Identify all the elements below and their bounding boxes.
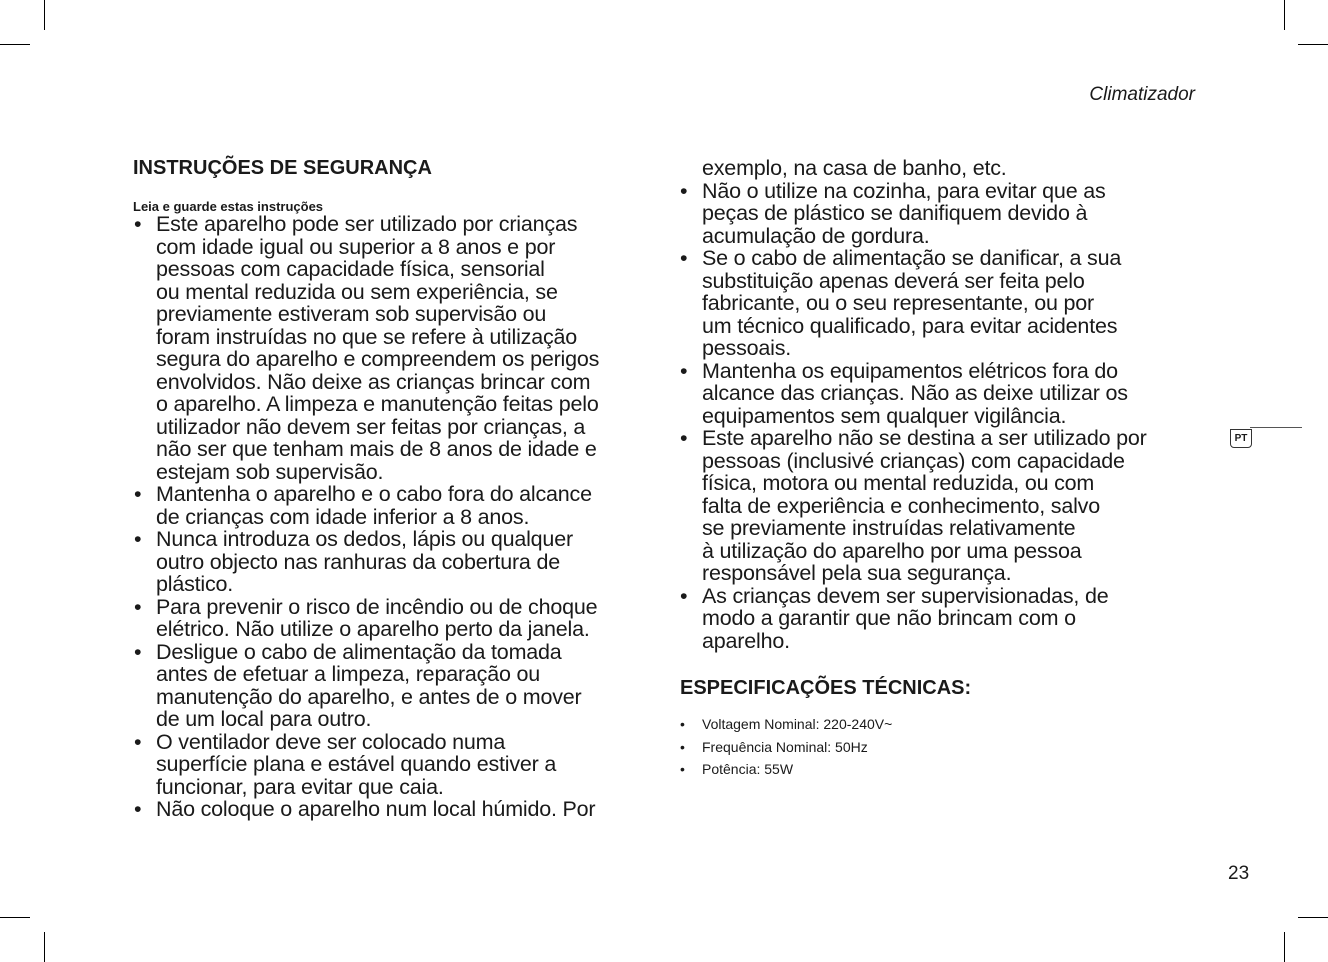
- safety-subheading: Leia e guarde estas instruções: [133, 199, 324, 214]
- text-line: manutenção do aparelho, e antes de o mover: [156, 684, 582, 709]
- specs-heading: ESPECIFICAÇÕES TÉCNICAS:: [680, 677, 972, 699]
- text-line: o aparelho. A limpeza e manutenção feitas pelo: [156, 392, 599, 416]
- text-line: aparelho.: [702, 628, 790, 653]
- text-line: foram instruídas no que se refere à utilização: [156, 324, 578, 349]
- text-line: Não o utilize na cozinha, para evitar que as: [702, 178, 1106, 203]
- bullet: •: [680, 426, 688, 450]
- text-line: Se o cabo de alimentação se danificar, a sua: [702, 246, 1122, 270]
- crop-mark: [0, 917, 30, 918]
- text-line: física, motora ou mental reduzida, ou com: [702, 471, 1095, 495]
- list-item: [134, 483, 599, 528]
- list-item: [680, 247, 1147, 360]
- list-item: [680, 360, 1147, 428]
- safety-heading: INSTRUÇÕES DE SEGURANÇA: [133, 157, 432, 179]
- text-line: um técnico qualificado, para evitar acidentes: [702, 313, 1118, 338]
- text-line: responsável pela sua segurança.: [702, 561, 1012, 585]
- list-item: [680, 180, 1147, 248]
- specs-list: [680, 713, 892, 781]
- bullet: •: [680, 738, 685, 755]
- text-line: Desligue o cabo de alimentação da tomada: [156, 639, 562, 664]
- bullet: •: [680, 246, 688, 270]
- text-line: pessoas (inclusivé crianças) com capacidade: [702, 448, 1125, 473]
- bullet: •: [680, 178, 688, 203]
- bullet: •: [134, 729, 142, 754]
- text-line: à utilização do aparelho por uma pessoa: [702, 538, 1082, 563]
- text-line: Não coloque o aparelho num local húmido. Por: [156, 797, 596, 821]
- text-line: envolvidos. Não deixe as crianças brincar com: [156, 369, 591, 394]
- text-line: se previamente instruídas relativamente: [702, 516, 1076, 540]
- text-line: elétrico. Não utilize o aparelho perto da janela.: [156, 617, 590, 641]
- bullet: •: [134, 527, 142, 551]
- bullet: •: [134, 797, 142, 821]
- text-line: Este aparelho pode ser utilizado por crianças: [156, 212, 578, 236]
- list-item: [680, 157, 1147, 180]
- text-line: acumulação de gordura.: [702, 223, 930, 248]
- crop-mark: [0, 44, 30, 45]
- text-line: segura do aparelho e compreendem os perigos: [156, 347, 600, 371]
- list-item: [680, 427, 1147, 585]
- text-line: com idade igual ou superior a 8 anos e por: [156, 234, 556, 259]
- text-line: pessoas com capacidade física, sensorial: [156, 257, 545, 281]
- spec-text: Voltagem Nominal: 220-240V~: [702, 716, 893, 732]
- text-line: As crianças devem ser supervisionadas, de: [702, 583, 1109, 608]
- crop-mark: [1298, 917, 1328, 918]
- list-item: [134, 641, 599, 731]
- text-line: Mantenha os equipamentos elétricos fora do: [702, 358, 1118, 383]
- running-header: Climatizador: [1089, 84, 1195, 105]
- text-line: antes de efetuar a limpeza, reparação ou: [156, 662, 541, 686]
- list-item: [134, 213, 599, 483]
- bullet: •: [134, 212, 142, 236]
- bullet: •: [680, 583, 688, 608]
- text-line: funcionar, para evitar que caia.: [156, 774, 444, 799]
- text-line: de um local para outro.: [156, 707, 372, 731]
- list-item: [680, 585, 1147, 653]
- text-line: substituição apenas deverá ser feita pelo: [702, 268, 1085, 293]
- text-line: Para prevenir o risco de incêndio ou de choque: [156, 594, 598, 619]
- bullet: •: [134, 482, 142, 506]
- text-line: O ventilador deve ser colocado numa: [156, 729, 506, 754]
- bullet: •: [134, 594, 142, 619]
- text-line: previamente estiveram sob supervisão ou: [156, 302, 547, 326]
- text-line: não ser que tenham mais de 8 anos de idade e: [156, 437, 597, 461]
- bullet: •: [680, 358, 688, 383]
- text-line: pessoais.: [702, 336, 792, 360]
- bullet: •: [680, 716, 685, 732]
- text-line: modo a garantir que não brincam com o: [702, 606, 1076, 630]
- text-line: outro objecto nas ranhuras da cobertura de: [156, 549, 560, 574]
- text-line: plástico.: [156, 572, 234, 596]
- list-item: [134, 596, 599, 641]
- page-number: 23: [1228, 863, 1250, 884]
- text-line: alcance das crianças. Não as deixe utilizar os: [702, 381, 1128, 405]
- bullet: •: [134, 639, 142, 664]
- spec-text: Potência: 55W: [702, 761, 794, 777]
- text-line: fabricante, ou o seu representante, ou por: [702, 291, 1095, 315]
- safety-list-right: [680, 157, 1147, 652]
- text-line: Nunca introduza os dedos, lápis ou qualquer: [156, 527, 573, 551]
- spec-item: [680, 758, 892, 781]
- crop-mark: [1284, 932, 1285, 962]
- spec-item: [680, 736, 892, 759]
- crop-mark: [1298, 44, 1328, 45]
- text-line: Este aparelho não se destina a ser utilizado por: [702, 426, 1147, 450]
- language-tab: PT: [1230, 429, 1252, 448]
- list-item: [134, 528, 599, 596]
- bullet: •: [680, 761, 685, 777]
- crop-mark: [44, 932, 45, 962]
- language-tab-rule: [1250, 427, 1302, 428]
- text-line: ou mental reduzida ou sem experiência, se: [156, 279, 558, 304]
- text-line: superfície plana e estável quando estiver a: [156, 752, 557, 776]
- list-item: [134, 731, 599, 799]
- crop-mark: [44, 0, 45, 30]
- crop-mark: [1284, 0, 1285, 30]
- text-line: exemplo, na casa de banho, etc.: [702, 156, 1007, 180]
- list-item: [134, 798, 599, 821]
- spec-item: [680, 713, 892, 736]
- text-line: peças de plástico se danifiquem devido à: [702, 201, 1088, 225]
- text-line: equipamentos sem qualquer vigilância.: [702, 403, 1067, 428]
- text-line: utilizador não devem ser feitas por crianças, a: [156, 414, 586, 439]
- safety-list-left: [134, 213, 599, 821]
- spec-text: Frequência Nominal: 50Hz: [702, 738, 868, 755]
- text-line: Mantenha o aparelho e o cabo fora do alcance: [156, 482, 592, 506]
- text-line: falta de experiência e conhecimento, salvo: [702, 493, 1100, 518]
- text-line: estejam sob supervisão.: [156, 459, 384, 484]
- text-line: de crianças com idade inferior a 8 anos.: [156, 504, 530, 529]
